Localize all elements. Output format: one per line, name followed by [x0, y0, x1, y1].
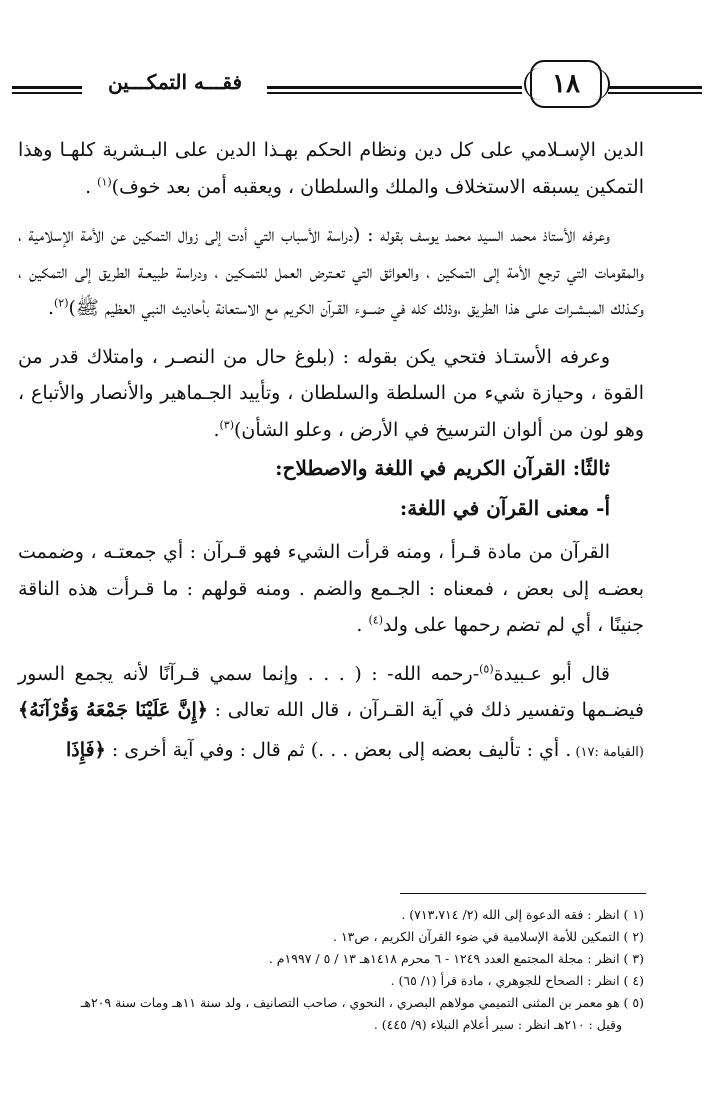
quran-verse: ﴿إِنَّ عَلَيْنَا جَمْعَهُ وَقُرْآنَهُ﴾ [18, 699, 208, 721]
paragraph-4-tail: . [356, 614, 369, 636]
footnote-ref-1: (١) [97, 175, 112, 189]
paragraph-4 [18, 534, 644, 644]
footnote-3: (٣ ) انظر : مجلة المجتمع العدد ١٢٤٩ - ٦ محرم ١٤١٨هـ ١٣ / ٥ / ١٩٩٧م . [268, 951, 644, 966]
paragraph-5 [18, 656, 644, 772]
paragraph-1-tail: . [85, 175, 98, 198]
paragraph-2-tail: . [47, 297, 54, 319]
header-rule-right [608, 86, 702, 89]
header-rule-middle-thin [267, 92, 522, 94]
header-rule-middle [267, 86, 522, 89]
section-heading: ثالثًا: القرآن الكريم في اللغة والاصطلاح: [275, 456, 610, 480]
page-body [18, 132, 644, 771]
paragraph-3-text: وعرفه الأستـاذ فتحي يكن بقوله : (بلوغ حال من النصـر ، وامتلاك قدر من القوة ، وحيازة شيء من السلطة والسلطان ، وتأييد الجـماهير والأنصار والأتباع ، وهو لون من ألوان الترسيخ في الأرض ، وعلو الشأن) [18, 345, 644, 441]
footnote-1: (١ ) انظر : فقه الدعوة إلى الله (٢/ ٧١٣،٧١٤) . [401, 907, 644, 922]
footnote-ref-3: (٣) [219, 418, 235, 432]
footnote-ref-5: (٥) [479, 662, 494, 676]
page-number: ١٨ [530, 60, 602, 108]
paragraph-4-text: القرآن من مادة قـرأ ، ومنه قرأت الشيء فهو قـرآن : أي جمعتـه ، وضممت بعضـه إلى بعض ، فمعناه : الجـمع والضم . ومنه قولهم : ما قـرأت هذه الناقة جنينًا ، أي لم تضم رحمها على ولد [18, 541, 644, 636]
quran-reference: (القيامة :١٧) [571, 744, 644, 760]
footnotes [18, 904, 644, 1036]
page-header [12, 56, 702, 116]
paragraph-5-text: -رحمه الله- : ( . . . وإنما سمي قـرآنًا لأنه يجمع السور فيضـمها وتفسير ذلك في آية القـرآن ، قال الله تعالى : [18, 662, 644, 721]
header-rule-right-thin [608, 92, 702, 94]
paragraph-1-text: الدين الإسـلامي على كل دين ونظام الحكم بهـذا الدين على البـشرية كلهـا وهذا التمكين يسبقه الاستخلاف والملك والسلطان ، ويعقبه أمن بعد خوف) [18, 139, 644, 198]
quran-verse-2: ﴿فَإِذَا [66, 738, 106, 761]
paragraph-2 [18, 217, 644, 327]
footnote-separator [400, 893, 646, 894]
header-rule-left [12, 86, 82, 89]
paragraph-3-tail: . [213, 418, 220, 441]
paragraph-5-text-2: . أي : تأليف بعضه إلى بعض . . .) ثم قال : وفي آية أخرى : [105, 738, 572, 761]
book-title: فقـــه التمكـــين [107, 70, 243, 94]
paragraph-2-text: وعرفه الأستاذ محمد السيد محمد يوسف بقوله : (دراسة الأسباب التي أدت إلى زوال التمكين عن الأمة الإسلامية ، والمقومات التي ترجع الأمة إلى التمكين ، والعوائق التي تعـترض العمل للتمـكين ، ودراسة طبيعـة الطريق إلى التمكين ، وكـذلك المبـشـرات علـى هذا الطريق ،وذلك كله في ضـــوء القـرآن الكريم مع الاستعانة بأحاديث النبي العظيم ﷺ) [18, 224, 644, 319]
paragraph-3 [18, 339, 644, 449]
footnote-2: (٢ ) التمكين للأمة الإسلامية في ضوء القرآن الكريم ، ص١٣ . [333, 929, 644, 944]
footnote-5: (٥ ) هو معمر بن المثنى التميمي مولاهم البصري ، النحوي ، صاحب التصانيف ، ولد سنة ١١هـ ومات سنة ٢٠٩هـ [80, 995, 644, 1010]
header-rule-left-thin [12, 92, 82, 94]
footnote-4: (٤ ) انظر : الصحاح للجوهري ، مادة قرأ (١/ ٦٥) . [390, 973, 644, 988]
paragraph-1 [18, 132, 644, 205]
footnote-ref-4: (٤) [368, 613, 383, 627]
paragraph-5-lead: قال أبو عـبيدة [493, 662, 610, 685]
footnote-ref-2: (٢) [53, 296, 69, 310]
footnote-5-continued: وقيل : ٢١٠هـ انظر : سير أعلام النبلاء (٩/ ٤٤٥) . [373, 1017, 622, 1032]
subsection-heading: أ- معنى القرآن في اللغة: [399, 496, 610, 520]
